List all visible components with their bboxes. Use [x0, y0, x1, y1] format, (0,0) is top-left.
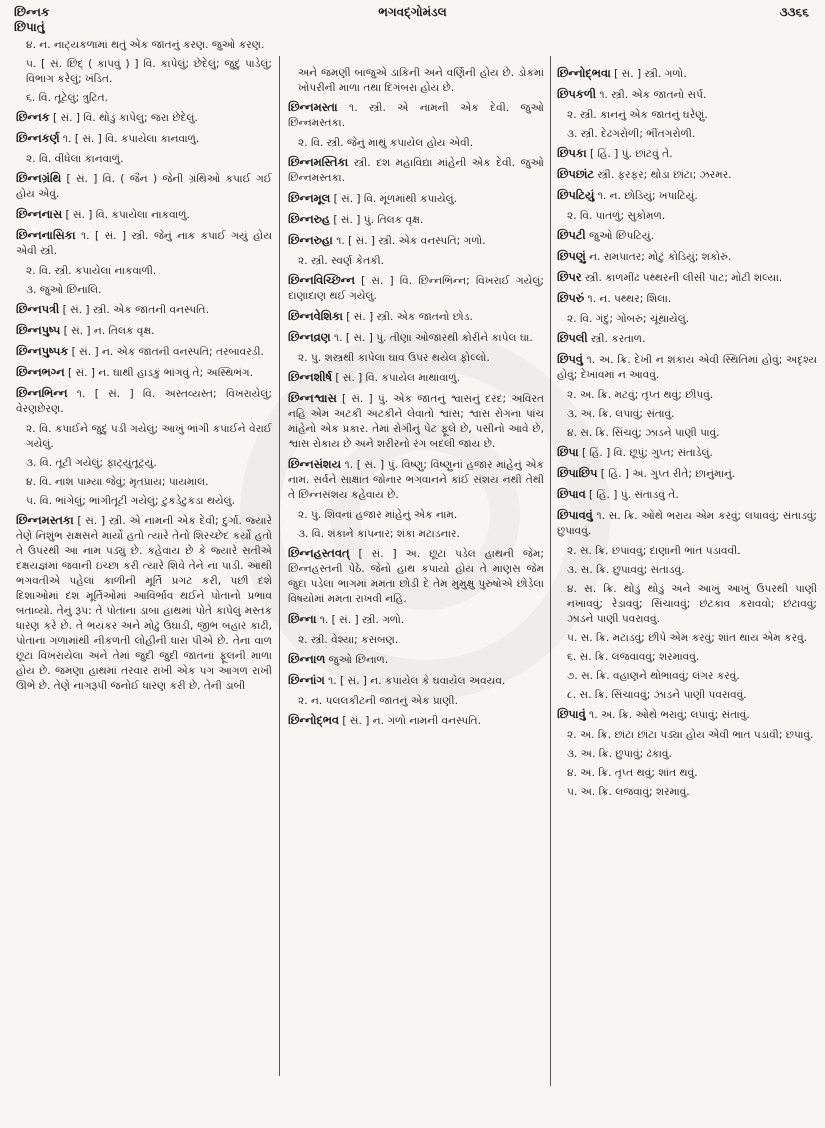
- entry-sense: ૫. વિ. ભાંગેલું; ભાંગીતૂટી ગયેલું; ટુકડેટુકડા થયેલું.: [26, 495, 236, 507]
- entry-headword: છિપકા: [557, 146, 587, 160]
- entry-sense: ૩. અ. ક્રિ. છુપાવું; ઢંકાવું.: [567, 748, 672, 760]
- entry-headword: છિપરું: [557, 291, 585, 305]
- entry-sense: ૩. વિ. શંકાને કાપનાર; શંકા મટાડનાર.: [298, 528, 460, 540]
- dictionary-entry: [557, 87, 817, 103]
- entry-headword: છિન્નપુષ્પક: [16, 344, 69, 358]
- entry-definition: જુઓ છિપટિયું.: [589, 230, 654, 242]
- entry-definition: સ્ત્રી. કાળમીંઢ પથ્થરની લીસી પાટ; મોટી શલ્યા.: [585, 272, 783, 284]
- entry-definition: સ્ત્રી. કરતાળ.: [591, 333, 646, 345]
- dictionary-entry: [16, 228, 272, 259]
- entry-headword: છિન્નભગ્ન: [16, 365, 65, 379]
- dictionary-entry: [288, 155, 544, 186]
- entry-sense: ૫. અ. ક્રિ. લજવાવું; શરમાવું.: [567, 786, 690, 798]
- entry-definition: જુઓ છિનાળ.: [328, 654, 389, 666]
- entry-definition: [ સં. ] સ્ત્રી. એ નામની એક દેવી; દુર્ગા. જ્યારે તેણે નિશુંભ રાક્ષસને માર્યો હતો ત્યારે તેનો શિરચ્છેદ કર્યો હતો તે ઉપરથી આ નામ પડ્યું છે. કહેવાય છે કે જ્યારે સતીએ દક્ષયજ્ઞમાં જવાની ઇચ્છા કરી ત્યારે શિવે તેને ના પાડી. આથી ભગવતીએ પહેલાં કાળીની મૂર્તિ પ્રગટ કરી, પછી દશે દિશાઓમાં દશ મૂર્તિઓમાં આવિર્ભાવ થઈને પોતાનો પ્રભાવ બતાવ્યો. તેનું રૂપ: તે પોતાના ડાબા હાથમાં પોતે કાપેલું મસ્તક ધારણ કરે છે. તે ભયંકર અને મોઢું ઉઘાડી, જીભ બહાર કાઢી, પોતાના ગળામાંથી નીકળતી લોહીની ધારા પીએ છે. તેના વાળ છૂટા વિખરાયેલા અને તેમાં જુદી જુદી જાતનાં ફૂલની માળા હોય છે. જમણા હાથમાં તરવાર રાખી એક પગ આગળ રાખી ઊભે છે. તેણે નાગરૂપી જનોઈ ધારણ કરી છે. તેની ડાબી: [16, 515, 273, 692]
- entry-headword: છિન્નરુહ: [288, 212, 331, 226]
- entry-headword: છિપાછિપ: [557, 466, 598, 480]
- entry-sense: ૪. ન. નાટ્યકળામાં થતું એક જાતનું કરણ. જુઓ કરણ.: [26, 39, 265, 51]
- entry-definition: ૧. સ્ત્રી. એ નામની એક દેવી. જુઓ છિન્નમસ્તકા.: [288, 102, 545, 129]
- entry-headword: છિન્નનાસિકા: [16, 228, 76, 242]
- entry-definition: [ સં. ] ન. ઘાથી હાડકું ભાંગવું તે; અસ્થિભંગ.: [68, 367, 254, 379]
- entry-definition: અને જમણી બાજુએ ડાકિની અને વર્ણિની હોય છે. ડોકમાં ખોપરીની માળા તથા દિગંબરા હોય છે.: [298, 67, 544, 94]
- dictionary-entry: [16, 365, 272, 381]
- entry-sense: ૨. સ. ક્રિ. છપાવવું; દાણાની ભાત પડાવવી.: [567, 545, 741, 557]
- entry-definition: [ હિં. ] અ. ગુપ્ત રીતે; છાનુંમાનું.: [600, 468, 736, 480]
- entry-sense: ૩. સ્ત્રી. દેઢગરોળી; ભીંતગરોળી.: [567, 128, 696, 140]
- entry-sense: ૬. સ. ક્રિ. લજવાવવું; શરમાવવું.: [567, 651, 700, 663]
- dictionary-entry: [557, 466, 817, 482]
- entry-definition: ૧. [ સં. ] સ્ત્રી. જેનું નાક કપાઈ ગયું હોય એવી સ્ત્રી.: [16, 230, 272, 257]
- entry-definition: ૧. અ. ક્રિ. ઓથે ભરાવું; લપાવું; સંતાવું.: [589, 709, 750, 721]
- entry-definition: સ્ત્રી. દશ મહાવિદ્યા માંહેની એક દેવી. જુઓ છિન્નમસ્તકા.: [288, 157, 544, 184]
- entry-headword: છિપર: [557, 270, 582, 284]
- column-divider: [550, 56, 551, 1086]
- entry-headword: છિપકળી: [557, 87, 596, 101]
- dictionary-entry: [288, 309, 544, 325]
- entry-headword: છિન્નાંગ: [288, 673, 325, 687]
- entry-definition: [ સં. ] ન. તિલક વૃક્ષ.: [63, 325, 155, 337]
- dictionary-entry: [288, 100, 544, 131]
- entry-definition: [ સં. ] અ. છૂટા પડેલ હાથની જેમ; છિન્નહસ્તની પેઠે. જેનો હાથ કપાયો હોય તે માણસ જેમ જુદા પડેલા ભાગમાં મમતા છોડી દે તેમ મુમુક્ષુ પુરુષોએ છોડેલા વિષયોમાં મમતા રાખવી નહિ.: [288, 548, 544, 605]
- entry-sense: ૨. સ્ત્રી. કાનનું એક જાતનું ઘરેણું.: [567, 109, 708, 121]
- entry-sense: ૨. અ. ક્રિ. છાંટા છાંટા પડ્યા હોય એવી ભાત પડાવી; છપાવું.: [567, 729, 814, 741]
- entry-headword: છિપણું: [557, 249, 586, 263]
- entry-sense: ૩. જુઓ છિનાલિ.: [26, 284, 102, 296]
- entry-sense: ૨. અ. ક્રિ. મટવું; તૃપ્ત થવું; છીપવું.: [567, 389, 714, 401]
- entry-headword: છિન્નાળ: [288, 652, 326, 666]
- page-header: [0, 0, 825, 34]
- entry-headword: છિન્ના: [288, 612, 317, 626]
- entry-definition: [ સં. ] વિ. મૂળમાંથી કપાયેલું.: [333, 193, 457, 205]
- entry-definition: ૧. અ. ક્રિ. દેખી ન શકાય એવી સ્થિતિમાં હોવું; અદૃશ્ય હોવું; દેખાવમાં ન આવવું.: [557, 354, 817, 381]
- entry-headword: છિન્નોદ્ભવ: [288, 713, 339, 727]
- page-number: ૩૩૬૬: [779, 5, 809, 19]
- entry-definition: ૧. [ સં. ] પું. વિષ્ણુ; વિષ્ણુનાં હજાર માંહેનું એક નામ. સર્વને સાક્ષાત જોનાર ભગવાનને કાંઈ સંશય નથી તેથી તે છિન્નસંશય કહેવાય છે.: [288, 459, 544, 501]
- entry-headword: છિન્નવેશિકા: [288, 309, 343, 323]
- entry-headword: છિન્નભિન્ન: [16, 386, 68, 400]
- entry-headword: છિન્નમસ્તિકા: [288, 155, 349, 169]
- entry-sense: ૩. વિ. તૂટી ગયેલું; ફાટ્યુંતૂટ્યું.: [26, 457, 157, 469]
- entry-sense: ૫. સ. ક્રિ. મટાડવું; છીપે એમ કરવું; શાંત થાય એમ કરવું.: [567, 632, 808, 644]
- entry-definition: [ સં. ] વિ. ( જૈન ) જેની ગ્રંથિઓ કપાઈ ગઈ હોય એવું.: [16, 173, 272, 200]
- entry-sense: ૪. વિ. નાશ પામ્યા જેવું; મૃતપ્રાય; પાયમાલ.: [26, 476, 209, 488]
- entry-headword: છિપાવવું: [557, 508, 593, 522]
- entry-headword: છિપવું: [557, 352, 583, 366]
- entry-headword: છિન્નમૂલ: [288, 191, 331, 205]
- entry-headword: છિપટી: [557, 228, 586, 242]
- dictionary-entry: [16, 302, 272, 318]
- entry-sense: ૨. પું. શિવનાં હજાર માંહેનું એક નામ.: [298, 509, 458, 521]
- dictionary-entry: [16, 110, 272, 126]
- dictionary-entry: [288, 273, 544, 304]
- dictionary-entry: [288, 652, 544, 668]
- column-divider: [279, 56, 280, 1076]
- dictionary-entry: [16, 171, 272, 202]
- dictionary-entry: [16, 386, 272, 417]
- dictionary-entry: [288, 546, 544, 607]
- column-right: [555, 66, 817, 1128]
- entry-definition: [ સં. ] વિ. થોડું કાપેલું; જરા છેદેલું.: [53, 112, 198, 124]
- dictionary-entry: [16, 344, 272, 360]
- entry-definition: ૧. [ સં. ] સ્ત્રી. એક વનસ્પતિ; ગળો.: [336, 235, 486, 247]
- entry-sense: ૬. વિ. તૂટેલું; ત્રુટિત.: [26, 92, 108, 104]
- guide-word-first: છિન્નક: [14, 5, 50, 19]
- dictionary-entry: [288, 330, 544, 346]
- entry-definition: ૧. સ્ત્રી. એક જાતનો સર્પ.: [599, 89, 707, 101]
- entry-headword: છિન્નકર્ણ: [16, 131, 60, 145]
- dictionary-entry: [16, 131, 272, 147]
- dictionary-entry: [288, 391, 544, 452]
- entry-definition: [ સં. ] વિ. છિન્નભિન્ન; વિખરાઈ ગયેલું; દાણાદાણ થઈ ગયેલું.: [288, 275, 544, 302]
- entry-definition: ૧. સ. ક્રિ. ઓથે ભરાય એમ કરવું; લપાવવું; સંતાડવું; છુપાવવું.: [557, 510, 817, 537]
- entry-headword: છિન્નવિચ્છિન્ન: [288, 273, 355, 287]
- dictionary-entry: [288, 233, 544, 249]
- dictionary-entry: [557, 291, 817, 307]
- dictionary-entry: [557, 146, 817, 162]
- dictionary-entry: [288, 673, 544, 689]
- entry-definition: ૧. ન. પથ્થર; શિલા.: [587, 293, 672, 305]
- dictionary-entry: [557, 188, 817, 204]
- entry-headword: છિન્નપત્રી: [16, 302, 60, 316]
- dictionary-entry: [16, 207, 272, 223]
- entry-definition: [ સં. ] સ્ત્રી. એક જાતની વનસ્પતિ.: [62, 304, 209, 316]
- entry-definition: [ હિં. ] પું. સંતાડવું તે.: [589, 489, 679, 501]
- book-title: ભગવદ્ગોમંડલ: [378, 5, 447, 19]
- dictionary-entry: [557, 228, 817, 244]
- entry-definition: ૧. ન. છોડિયું; ખપાટિયું.: [597, 190, 698, 202]
- entry-headword: છિન્નક: [16, 110, 50, 124]
- dictionary-entry: [557, 487, 817, 503]
- entry-sense: ૭. સ. ક્રિ. વહાણને થોભાવવું; લંગર કરવું.: [567, 670, 740, 682]
- entry-definition: ૧. [ સં. ] સ્ત્રી. ગળો.: [319, 614, 405, 626]
- dictionary-entry: [16, 323, 272, 339]
- entry-headword: છિન્નહસ્તવત્: [288, 546, 350, 560]
- entry-sense: ૩. સ. ક્રિ. છુપાવવું; સંતાડવું.: [567, 564, 685, 576]
- entry-definition: [ સં. ] વિ. કપાયેલા નાકવાળું.: [65, 209, 190, 221]
- dictionary-entry: [557, 249, 817, 265]
- dictionary-entry: [557, 707, 817, 723]
- entry-headword: છિન્નશીર્ષ: [288, 370, 332, 384]
- entry-sense: ૪. સ. ક્રિ. થોડું થોડું અને આખું આખું ઉપરથી પાણી નખાવવું; રેડાવવું; સિંચાવવું; છંટકાવ કરાવવો; છંટાવવું; ઝાડને પાણી પવરાવવું.: [567, 583, 817, 625]
- entry-headword: છિપછાંટ: [557, 167, 594, 181]
- entry-definition: ૧. [ સં. ] વિ. કપાયેલા કાનવાળું.: [62, 133, 200, 145]
- entry-headword: છિપા: [557, 445, 579, 459]
- entry-headword: છિન્નગ્રંથિ: [16, 171, 62, 185]
- entry-sense: ૨. વિ. કપાઈને જુદું પડી ગયેલું; આખું ભાંગી કપાઈને વેરાઈ ગયેલું.: [26, 423, 272, 450]
- entry-definition: [ સં. ] સ્ત્રી. ગળો.: [614, 68, 687, 80]
- entry-headword: છિપાવ: [557, 487, 586, 501]
- entry-headword: છિન્નોદ્ભવા: [557, 66, 611, 80]
- dictionary-entry: [288, 457, 544, 503]
- entry-definition: [ સં. ] પું. એક જાતનું શ્વાસનું દરદ; અવિરત નહિ એમ અટકી અટકીને લેવાતો શ્વાસ; શ્વાસ રોગના પાંચ માંહેનો એક પ્રકાર. તેમાં રોગીનું પેટ ફૂલે છે, પસીનો આવે છે, શ્વાસ રોકાય છે અને શરીરનો રંગ બદલી જાય છે.: [288, 393, 544, 450]
- entry-headword: છિન્નમસ્તકા: [16, 513, 74, 527]
- entry-sense: ૨. સ્ત્રી. સ્વર્ણ કેતકી.: [298, 255, 384, 267]
- dictionary-entry: [288, 370, 544, 386]
- entry-sense: ૨. વિ. વીંધેલા કાનવાળું.: [26, 153, 124, 165]
- guide-word-last: છિપાતું: [14, 20, 45, 34]
- column-left: [16, 38, 278, 1100]
- entry-sense: ૩. અ. ક્રિ. લપાવું; સંતાવું.: [567, 408, 675, 420]
- dictionary-entry: [557, 66, 817, 82]
- entry-definition: [ સં. ] પું. તિલક વૃક્ષ.: [333, 214, 424, 226]
- entry-headword: છિન્નશ્વાસ: [288, 391, 337, 405]
- entry-definition: [ સં. ] વિ. કપાયેલ માથાવાળું.: [335, 372, 461, 384]
- dictionary-entry: [288, 191, 544, 207]
- entry-sense: ૨. વિ. ગંદું; ગોબરું; ચૂંથાયેલું.: [567, 313, 690, 325]
- entry-sense: ૨. પું. શસ્ત્રથી કાપેલા ઘાવ ઉપર થયેલ ફોલ્લો.: [298, 352, 490, 364]
- entry-sense: ૨. વિ. પાતળું; સુકોમળ.: [567, 210, 666, 222]
- entry-sense: ૨. સ્ત્રી. વેશ્યા; કસબણ.: [298, 634, 399, 646]
- entry-headword: છિન્નપુષ્પ: [16, 323, 61, 337]
- entry-headword: છિન્નરુહા: [288, 233, 333, 247]
- dictionary-entry: [288, 713, 544, 729]
- entry-sense: ૨. વિ. સ્ત્રી. કપાયેલા નાકવાળી.: [26, 265, 157, 277]
- entry-definition: ૧. [ સં. ] પું. તીણા ઓજારથી કોરીને કાપેલ ઘા.: [333, 332, 533, 344]
- entry-sense: ૮. સ. ક્રિ. સિંચાવવું; ઝાડને પાણી પવરાવવું.: [567, 689, 747, 701]
- entry-sense: ૨. વિ. સ્ત્રી. જેનું માથું કપાયેલ હોય એવી.: [298, 137, 474, 149]
- entry-headword: છિન્નવ્રણ: [288, 330, 331, 344]
- dictionary-entry: [298, 66, 544, 96]
- entry-definition: [ સં. ] ન. ગળો નામની વનસ્પતિ.: [342, 715, 481, 727]
- dictionary-entry: [557, 270, 817, 286]
- entry-sense: ૨. ન. પલલકીટની જાતનું એક પ્રાણી.: [298, 695, 458, 707]
- entry-headword: છિન્નસંશય: [288, 457, 341, 471]
- entry-sense: ૫. [ સં. છિદ્ ( કાપવું ) ] વિ. કાપેલું; છેદેલું; જુદું પાડેલું; વિભાગ કરેલું; ખંડિત.: [26, 58, 272, 85]
- dictionary-entry: [16, 513, 272, 694]
- dictionary-entry: [288, 212, 544, 228]
- entry-definition: ૧. [ સં. ] ન. કપાયેલ કે ઘવાયેલ અવયવ.: [328, 675, 506, 687]
- entry-headword: છિપાવું: [557, 707, 586, 721]
- entry-definition: [ સં. ] ન. એક જાતની વનસ્પતિ; તરબાવરડી.: [71, 346, 264, 358]
- entry-headword: છિપટિયું: [557, 188, 595, 202]
- dictionary-entry: [288, 612, 544, 628]
- entry-headword: છિન્નનાસ: [16, 207, 63, 221]
- dictionary-entry: [557, 167, 817, 183]
- entry-definition: [ સં. ] સ્ત્રી. એક જાતનો છોડ.: [346, 311, 473, 323]
- entry-sense: ૪. સ. ક્રિ. સિંચવું; ઝાડને પાણી પાવું.: [567, 427, 720, 439]
- column-middle: [284, 66, 550, 1128]
- entry-definition: સ્ત્રી. ફરફર; થોડા છાંટા; ઝરમર.: [597, 169, 732, 181]
- entry-definition: [ હિં. ] વિ. છૂપું; ગુપ્ત; સંતાડેલું.: [581, 447, 713, 459]
- dictionary-entry: [557, 331, 817, 347]
- dictionary-entry: [557, 352, 817, 383]
- dictionary-entry: [557, 508, 817, 539]
- entry-definition: [ હિં. ] પું. છાંટવું તે.: [589, 148, 673, 160]
- entry-definition: ન. રામપાતર; મોટું કોડિયું; શકોરું.: [589, 251, 732, 263]
- entry-headword: છિપલી: [557, 331, 588, 345]
- entry-definition: ૧. [ સં. ] વિ. અસ્તવ્યસ્ત; વિખરાયેલું; વેરણછેરણ.: [16, 388, 272, 415]
- dictionary-entry: [557, 445, 817, 461]
- entry-sense: ૪. અ. ક્રિ. તૃપ્ત થવું; શાંત થવું.: [567, 767, 698, 779]
- entry-headword: છિન્નમસ્તા: [288, 100, 338, 114]
